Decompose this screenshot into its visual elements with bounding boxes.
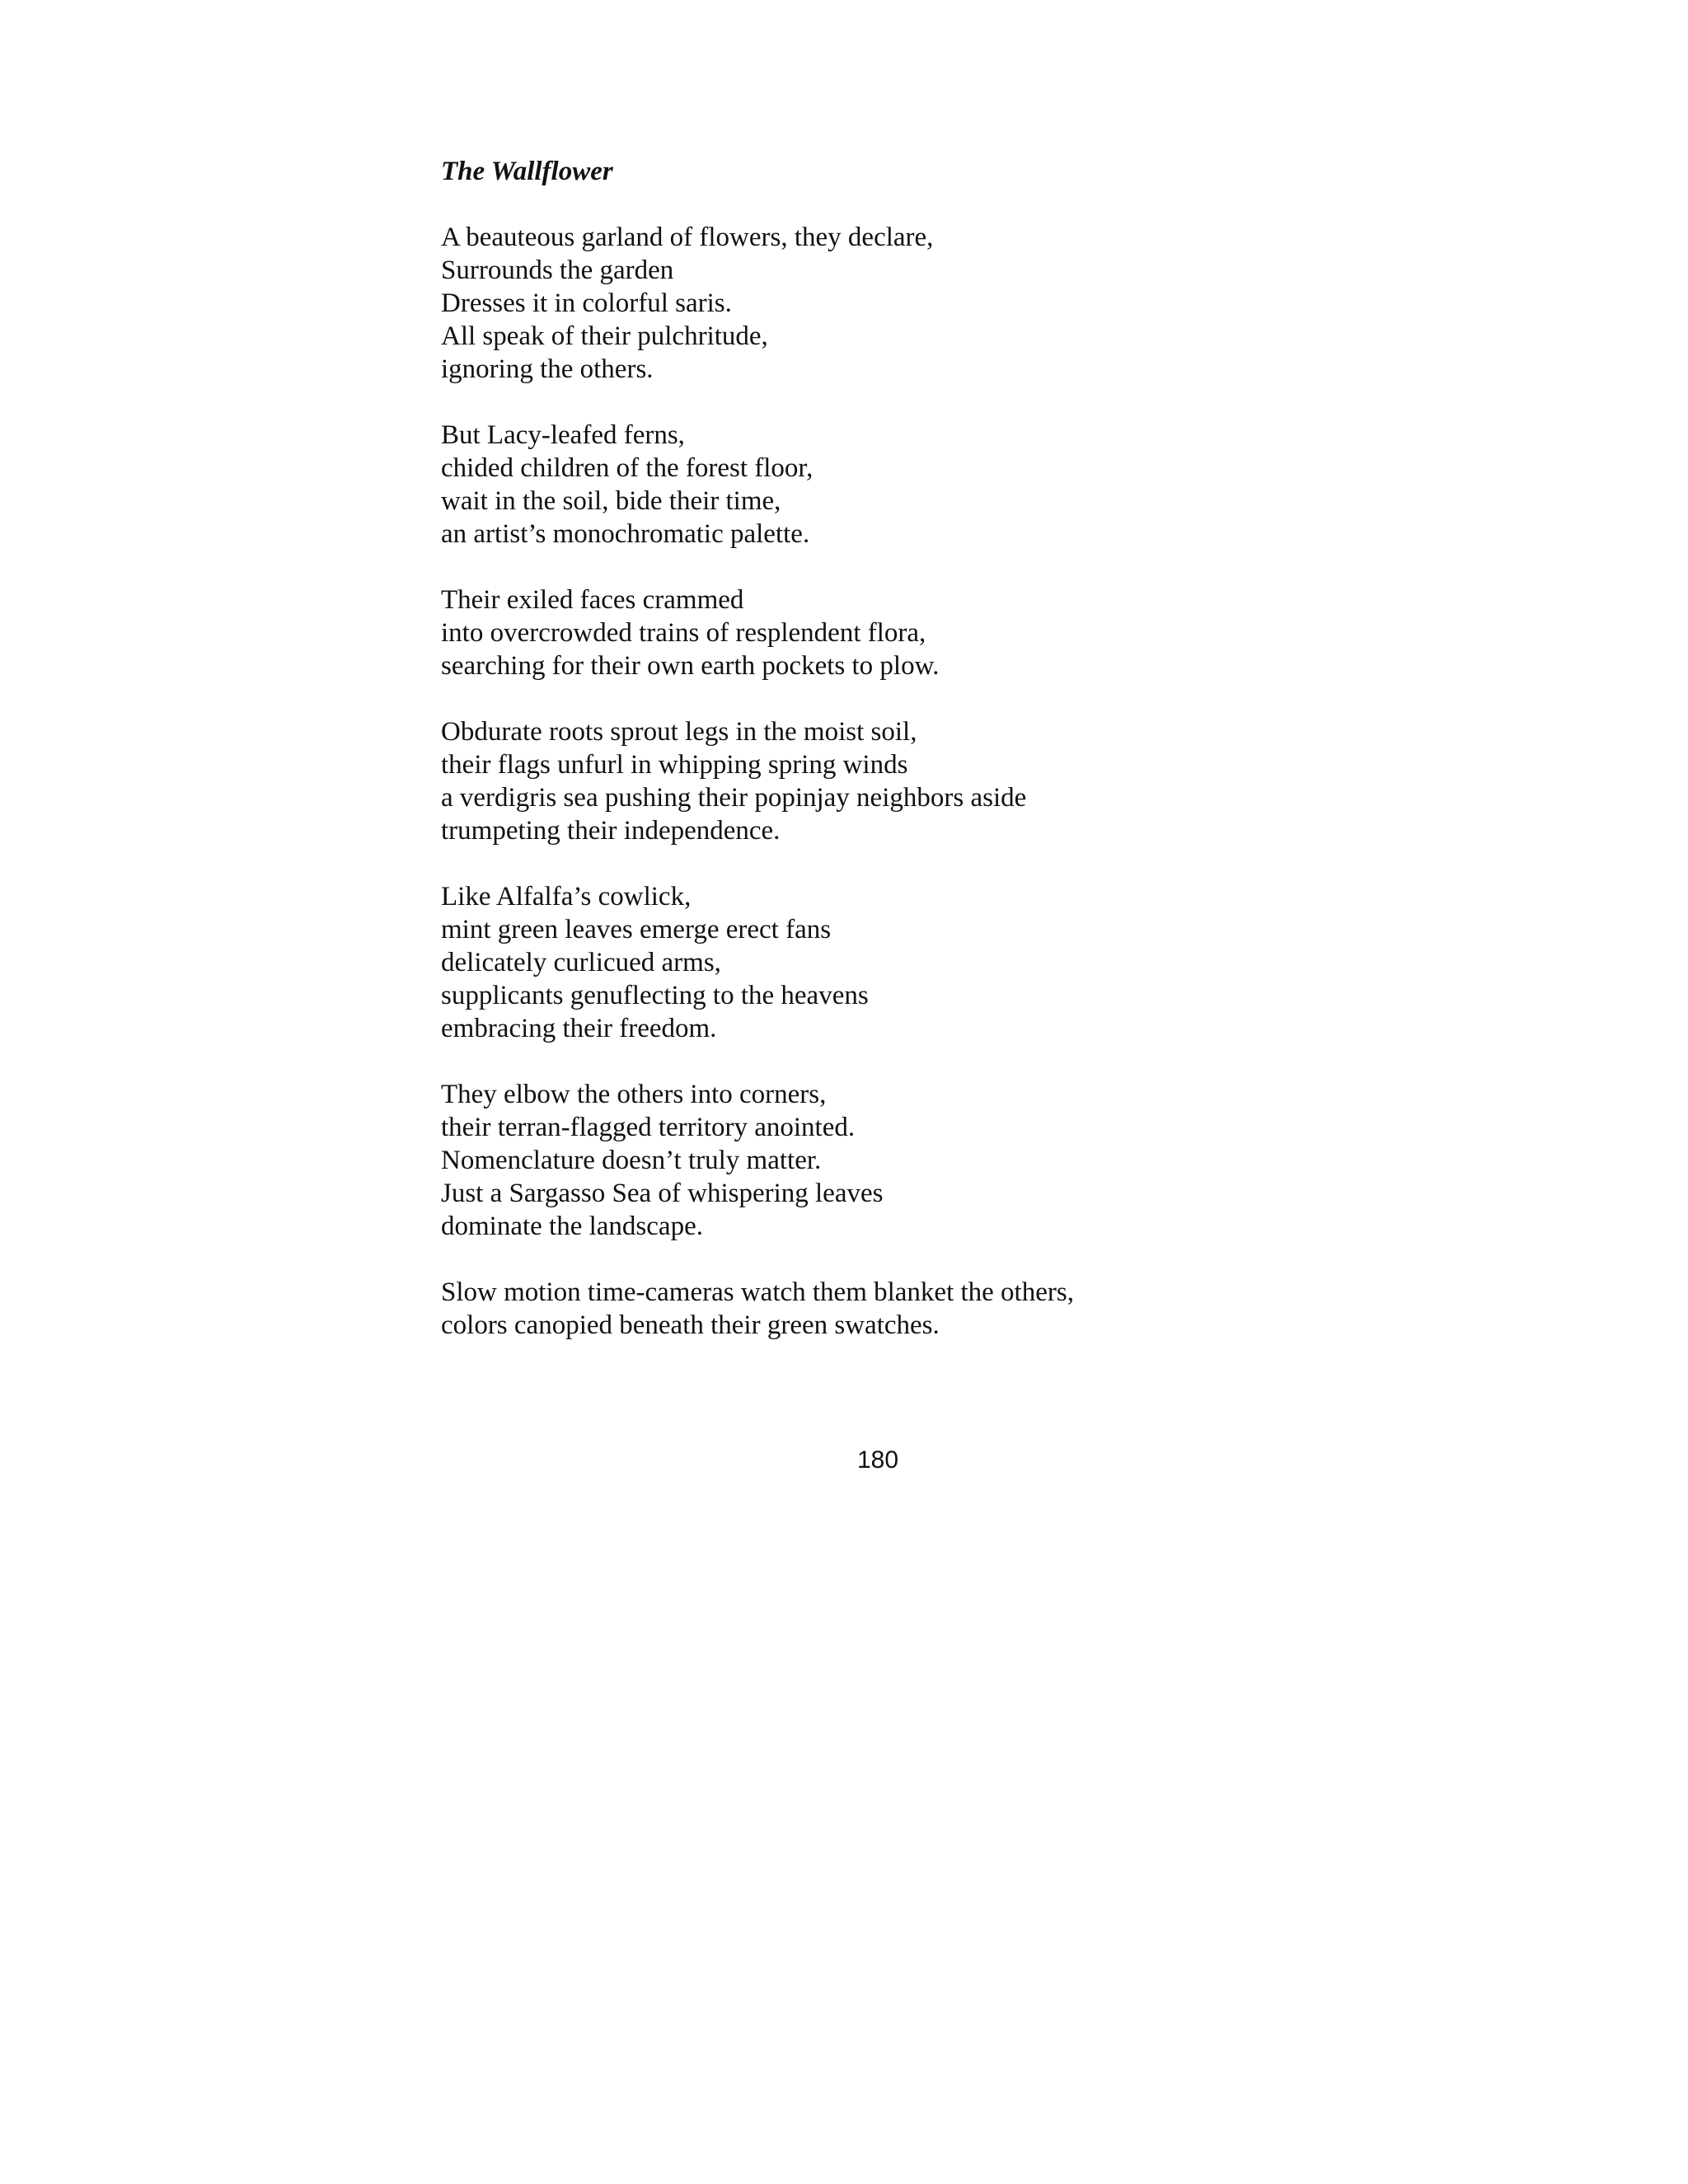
poem-line: delicately curlicued arms, bbox=[441, 948, 721, 977]
stanza bbox=[441, 1276, 1265, 1342]
poem-line: their terran-flagged territory anointed. bbox=[441, 1113, 856, 1142]
poem-line: a verdigris sea pushing their popinjay neighbors aside bbox=[441, 783, 1027, 813]
poem-line: their flags unfurl in whipping spring winds bbox=[441, 750, 908, 780]
poem-line: Surrounds the garden bbox=[441, 255, 674, 285]
poem-line: colors canopied beneath their green swatches. bbox=[441, 1310, 940, 1340]
page-number: 180 bbox=[856, 1446, 899, 1474]
poem-line: trumpeting their independence. bbox=[441, 816, 781, 846]
poem-line: All speak of their pulchritude, bbox=[441, 321, 768, 351]
stanza bbox=[441, 221, 1265, 386]
poem-line: chided children of the forest floor, bbox=[441, 453, 814, 483]
poem-title: The Wallflower bbox=[441, 157, 613, 186]
poem-line: supplicants genuflecting to the heavens bbox=[441, 981, 869, 1010]
poem-line: A beauteous garland of flowers, they declare, bbox=[441, 223, 934, 252]
poem-line: ignoring the others. bbox=[441, 354, 654, 384]
poem-line: Nomenclature doesn’t truly matter. bbox=[441, 1146, 822, 1175]
stanza bbox=[441, 880, 1265, 1045]
poem-line: Just a Sargasso Sea of whispering leaves bbox=[441, 1179, 884, 1208]
poem-line: dominate the landscape. bbox=[441, 1212, 703, 1241]
poem-line: They elbow the others into corners, bbox=[441, 1080, 827, 1109]
stanza bbox=[441, 715, 1265, 847]
poem-line: searching for their own earth pockets to plow. bbox=[441, 651, 940, 681]
poem-line: Obdurate roots sprout legs in the moist soil, bbox=[441, 717, 917, 747]
poem-line: Like Alfalfa’s cowlick, bbox=[441, 882, 692, 912]
poem-line: wait in the soil, bide their time, bbox=[441, 486, 781, 516]
poem-body bbox=[441, 221, 1265, 1342]
poem-line: Slow motion time-cameras watch them blanket the others, bbox=[441, 1277, 1074, 1307]
poem-line: into overcrowded trains of resplendent flora, bbox=[441, 618, 926, 648]
poem bbox=[441, 155, 1265, 1375]
poem-line: embracing their freedom. bbox=[441, 1014, 717, 1043]
poem-line: mint green leaves emerge erect fans bbox=[441, 915, 832, 944]
poem-line: Their exiled faces crammed bbox=[441, 585, 744, 615]
poem-line: an artist’s monochromatic palette. bbox=[441, 519, 810, 549]
page-number-container bbox=[0, 1444, 1688, 1477]
stanza bbox=[441, 1078, 1265, 1243]
stanza bbox=[441, 419, 1265, 551]
stanza bbox=[441, 583, 1265, 682]
poem-line: But Lacy-leafed ferns, bbox=[441, 420, 685, 450]
poem-line: Dresses it in colorful saris. bbox=[441, 288, 732, 318]
